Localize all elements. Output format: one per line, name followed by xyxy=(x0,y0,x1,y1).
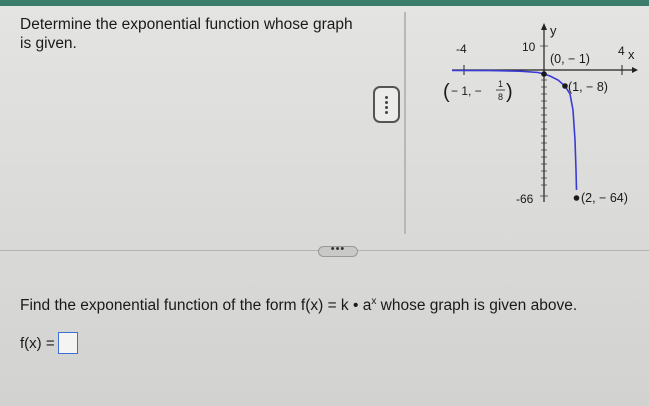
answer-row xyxy=(20,332,78,354)
y-tick-label-bottom: -66 xyxy=(516,192,534,206)
dots-icon xyxy=(385,96,388,116)
point-label-1: (1, − 8) xyxy=(568,80,608,94)
y-axis-label: y xyxy=(550,23,557,38)
point-1 xyxy=(562,83,568,89)
x-tick-label-right: 4 xyxy=(618,44,625,58)
y-tick-label-top: 10 xyxy=(522,40,536,54)
point-label-neg xyxy=(443,79,513,103)
x-axis-arrow xyxy=(632,67,638,73)
instruction-exponent: x xyxy=(371,296,377,307)
question-text: Determine the exponential function whose graph is given. xyxy=(20,16,353,52)
svg-text:− 1, −: − 1, − xyxy=(451,84,482,98)
point-label-2: (2, − 64) xyxy=(581,191,628,205)
instruction-before: Find the exponential function of the form f(x) = k • a xyxy=(20,297,372,315)
x-tick-label-left: -4 xyxy=(456,42,467,56)
y-axis-arrow xyxy=(541,23,547,30)
svg-text:8: 8 xyxy=(498,92,504,102)
graph xyxy=(410,20,640,220)
point-0 xyxy=(541,71,547,77)
instruction-text xyxy=(20,296,577,315)
vertical-divider xyxy=(404,12,406,234)
svg-text:1: 1 xyxy=(498,79,504,89)
top-accent-bar xyxy=(0,0,649,6)
point-2 xyxy=(574,195,580,201)
collapse-handle-button[interactable] xyxy=(373,86,400,123)
more-options-button[interactable]: ••• xyxy=(318,246,358,257)
point-label-0: (0, − 1) xyxy=(550,52,590,66)
svg-text:(: ( xyxy=(443,81,450,103)
x-axis-label: x xyxy=(628,47,635,62)
svg-text:): ) xyxy=(506,81,513,103)
answer-label: f(x) = xyxy=(20,334,55,352)
instruction-after: whose graph is given above. xyxy=(376,297,578,315)
answer-input[interactable] xyxy=(58,332,78,354)
